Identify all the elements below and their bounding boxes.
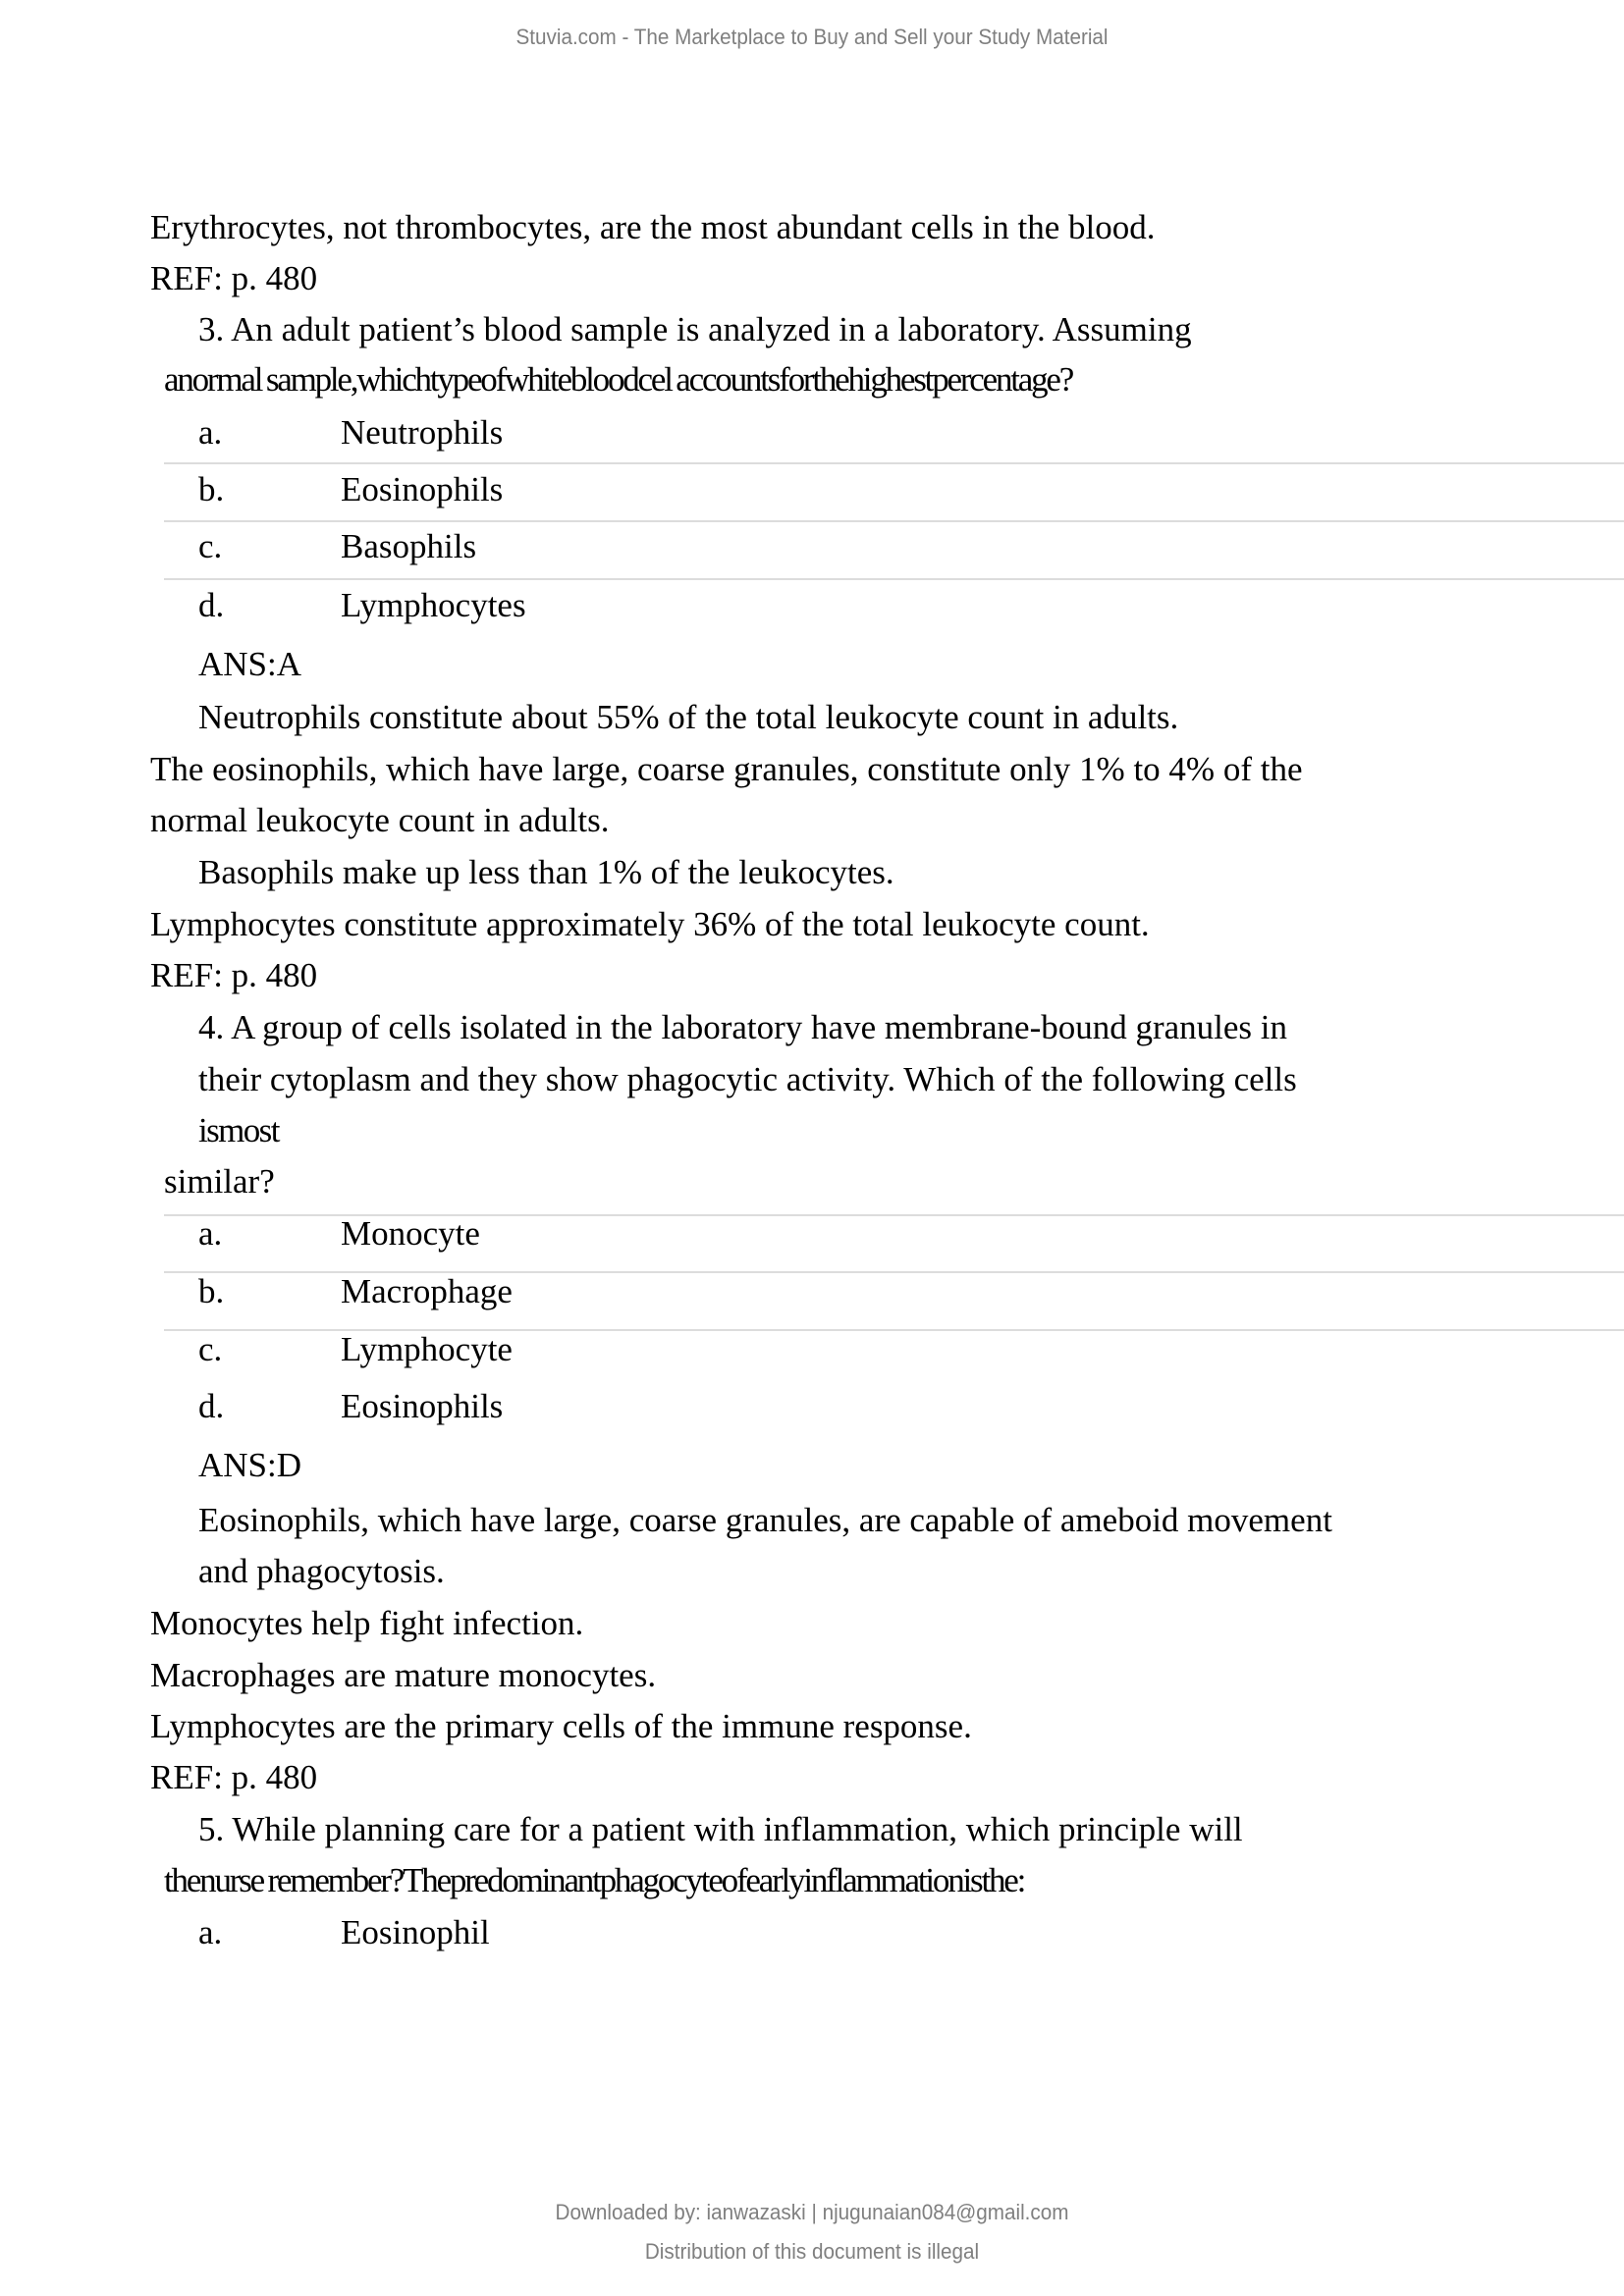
option-text: Eosinophils — [341, 470, 504, 508]
q4-stem-line3: ismost — [198, 1111, 279, 1149]
option-letter: c. — [198, 527, 223, 565]
q3-stem-line2: anormal sample,whichtypeofwhitebloodcel accountsforthehighestpercentage? — [164, 360, 1073, 399]
option-text: Lymphocytes — [341, 586, 526, 624]
q3-rationale-line: Basophils make up less than 1% of the leukocytes. — [198, 853, 894, 891]
q4-rationale-line: and phagocytosis. — [198, 1552, 445, 1590]
option-text: Neutrophils — [341, 413, 504, 452]
option-letter: c. — [198, 1330, 223, 1368]
option-divider — [164, 520, 1624, 522]
q4-rationale-line: Macrophages are mature monocytes. — [150, 1656, 657, 1694]
q4-stem-line1: 4. A group of cells isolated in the laboratory have membrane-bound granules in — [198, 1008, 1288, 1046]
option-text: Monocyte — [341, 1214, 480, 1253]
q4-stem-line4: similar? — [164, 1162, 275, 1201]
option-text: Eosinophils — [341, 1387, 504, 1425]
q4-rationale-line: Lymphocytes are the primary cells of the immune response. — [150, 1707, 972, 1745]
option-letter: a. — [198, 1913, 223, 1951]
option-text: Eosinophil — [341, 1913, 490, 1951]
footer-distribution-notice: Distribution of this document is illegal — [644, 2239, 980, 2264]
q4-stem-line2: their cytoplasm and they show phagocytic activity. Which of the following cells — [198, 1060, 1297, 1098]
option-text: Basophils — [341, 527, 477, 565]
q3-rationale-line: normal leukocyte count in adults. — [150, 801, 610, 839]
option-letter: d. — [198, 586, 225, 624]
q3-rationale-line: Neutrophils constitute about 55% of the total leukocyte count in adults. — [198, 698, 1179, 736]
footer-downloaded-by: Downloaded by: ianwazaski | njugunaian084@gmail.com — [555, 2200, 1069, 2224]
option-letter: b. — [198, 470, 225, 508]
option-letter: d. — [198, 1387, 225, 1425]
q4-rationale-line: Monocytes help fight infection. — [150, 1604, 584, 1642]
option-divider — [164, 578, 1624, 580]
q4-rationale-line: Eosinophils, which have large, coarse granules, are capable of ameboid movement — [198, 1501, 1332, 1539]
stuvia-header-watermark: Stuvia.com - The Marketplace to Buy and Sell your Study Material — [515, 25, 1109, 49]
q3-answer: ANS:A — [198, 645, 302, 683]
q3-rationale-line: Lymphocytes constitute approximately 36% of the total leukocyte count. — [150, 905, 1150, 943]
option-letter: a. — [198, 413, 223, 452]
option-letter: b. — [198, 1272, 225, 1310]
q5-stem-line1: 5. While planning care for a patient with inflammation, which principle will — [198, 1810, 1243, 1848]
option-letter: a. — [198, 1214, 223, 1253]
q3-ref: REF: p. 480 — [150, 956, 318, 994]
q2-ref: REF: p. 480 — [150, 259, 318, 297]
q4-answer: ANS:D — [198, 1446, 302, 1484]
q5-stem-line2: thenurse remember?Thepredominantphagocyteofearlyinflammationisthe: — [164, 1861, 1025, 1899]
q3-stem-line1: 3. An adult patient’s blood sample is analyzed in a laboratory. Assuming — [198, 310, 1192, 348]
option-text: Macrophage — [341, 1272, 513, 1310]
option-text: Lymphocyte — [341, 1330, 513, 1368]
q2-explanation: Erythrocytes, not thrombocytes, are the most abundant cells in the blood. — [150, 208, 1156, 246]
option-divider — [164, 462, 1624, 464]
q4-ref: REF: p. 480 — [150, 1758, 318, 1796]
q3-rationale-line: The eosinophils, which have large, coarse granules, constitute only 1% to 4% of the — [150, 750, 1303, 788]
